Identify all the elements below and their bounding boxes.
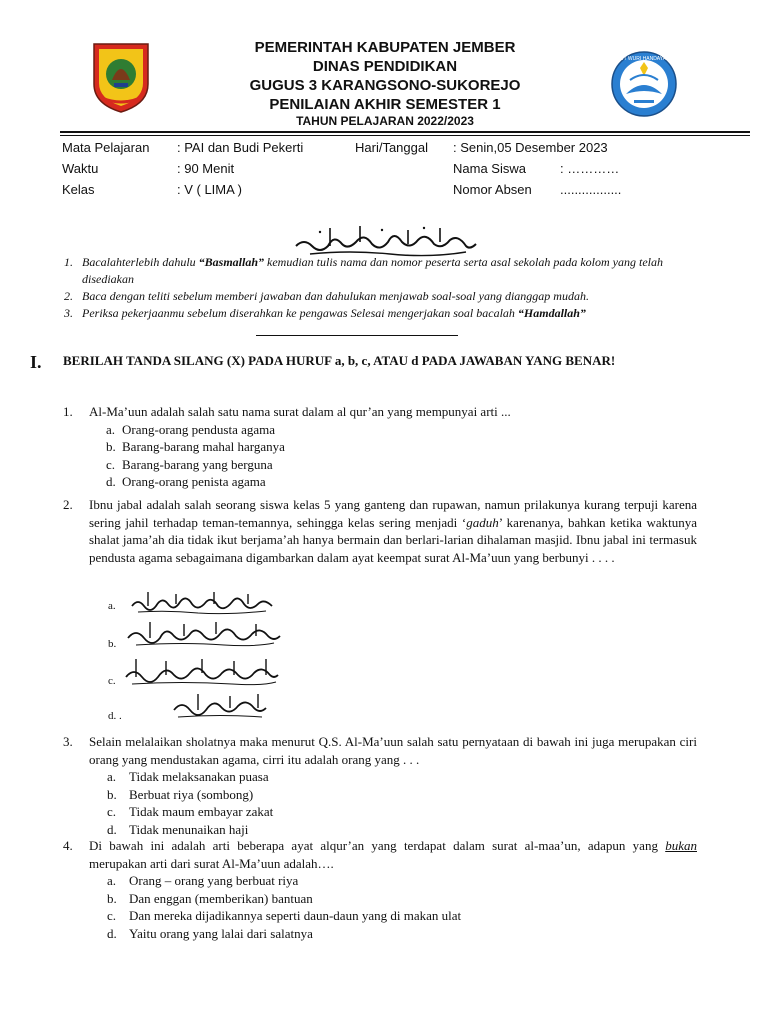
tut-wuri-handayani-logo xyxy=(610,50,678,118)
question-text: Al-Ma’uun adalah salah satu nama surat dalam al qur’an yang mempunyai arti ... xyxy=(89,404,511,419)
answer-options xyxy=(63,872,697,942)
answer-options xyxy=(63,768,697,838)
date-label: Hari/Tanggal xyxy=(355,140,428,155)
question-number: 3. xyxy=(63,734,73,749)
answer-option-a[interactable]: a. Tidak melaksanakan puasa xyxy=(107,769,269,784)
absence-number-label: Nomor Absen xyxy=(453,182,532,197)
absence-number-field[interactable]: ................. xyxy=(560,182,622,197)
answer-option-c[interactable]: c. Dan mereka dijadikannya seperti daun-daun yang di makan ulat xyxy=(107,908,462,923)
answer-option-c[interactable]: c. Tidak maum embayar zakat xyxy=(107,804,274,819)
answer-option-c[interactable]: c. xyxy=(108,675,116,687)
question-1 xyxy=(63,403,697,491)
arabic-verse-a xyxy=(128,588,278,616)
document-header xyxy=(180,38,590,129)
subject-value: : PAI dan Budi Pekerti xyxy=(177,140,304,155)
header-rule-thick xyxy=(60,131,750,133)
answer-option-d[interactable]: d. Orang-orang penista agama xyxy=(106,474,266,489)
instruction-item: 3. Periksa pekerjaanmu sebelum diserahkan ke pengawas Selesai mengerjakan soal bacalah “Hamdallah” xyxy=(64,306,586,320)
header-academic-year: TAHUN PELAJARAN 2022/2023 xyxy=(296,114,474,128)
answer-option-c[interactable]: c. Barang-barang yang berguna xyxy=(106,456,273,472)
answer-option-d[interactable]: d. Tidak menunaikan haji xyxy=(107,821,249,837)
subject-label: Mata Pelajaran xyxy=(62,140,150,155)
arabic-verse-d xyxy=(170,690,270,720)
instruction-item: 2. Baca dengan teliti sebelum memberi jawaban dan dahulukan menjawab soal-soal yang dianggap mudah. xyxy=(64,289,589,303)
arabic-verse-c xyxy=(122,655,282,687)
answer-option-b[interactable]: b. xyxy=(108,638,117,650)
question-number: 1. xyxy=(63,404,73,419)
answer-option-a[interactable]: a. Orang-orang pendusta agama xyxy=(106,421,276,437)
header-office: DINAS PENDIDIKAN xyxy=(312,58,458,75)
question-text: Di bawah ini adalah arti beberapa ayat alqur’an yang terdapat dalam surat al-maa’un, adapun yang bukan merupakan arti dari surat Al-Ma’uun adalah…. xyxy=(89,838,697,871)
answer-option-b[interactable]: b. Berbuat riya (sombong) xyxy=(107,786,254,802)
section-divider xyxy=(256,335,458,336)
section-numeral: I. xyxy=(30,352,42,372)
logo-motto: TUT WURI HANDAYANI xyxy=(616,56,672,62)
instruction-item: 1. Bacalahterlebih dahulu “Basmallah” kemudian tulis nama dan nomor peserta serta asal sekolah pada kolom yang telah disediakan xyxy=(64,255,663,286)
answer-options xyxy=(63,421,697,491)
instruction-list xyxy=(64,254,684,322)
answer-option-a[interactable]: a. Orang – orang yang berbuat riya xyxy=(107,873,299,888)
answer-option-a[interactable]: a. xyxy=(108,600,116,612)
time-value: : 90 Menit xyxy=(177,161,235,176)
question-4 xyxy=(63,837,697,942)
answer-option-b[interactable]: b. Dan enggan (memberikan) bantuan xyxy=(107,890,313,906)
question-3 xyxy=(63,733,697,838)
jember-crest-logo xyxy=(90,40,152,114)
question-text: Ibnu jabal adalah salah seorang siswa kelas 5 yang ganteng dan rupawan, namun prilakunya kurang terpuji karena sering jahil terhadap teman-temannya, sehingga kelas sering menjadi ‘gaduh’ karenanya, bahkan ketika waktunya shalat jama’ah dia tidak ikut berjama’ah hanya bermain dan berlari-larian dihalaman masjid. Ibnu jabal ini termasuk pendusta agama sebagaimana digambarkan dalam ayat keempat surat Al-Ma’uun yang berbunyi . . . . xyxy=(89,497,697,565)
answer-option-d[interactable]: d. . xyxy=(108,710,122,722)
header-exam-title: PENILAIAN AKHIR SEMESTER 1 xyxy=(269,96,501,113)
question-text: Selain melalaikan sholatnya maka menurut Q.S. Al-Ma’uun salah satu pernyataan di bawah ini juga merupakan ciri orang yang mendustakan agama, cirri itu adalah orang yang . . . xyxy=(89,734,697,767)
date-value: : Senin,05 Desember 2023 xyxy=(453,140,608,155)
question-2 xyxy=(63,496,697,566)
header-cluster: GUGUS 3 KARANGSONO-SUKOREJO xyxy=(249,77,521,94)
question-number: 2. xyxy=(63,497,73,512)
question-number: 4. xyxy=(63,838,73,853)
time-label: Waktu xyxy=(62,161,99,176)
arabic-verse-b xyxy=(124,618,284,648)
header-rule-thin xyxy=(60,135,750,136)
section-instruction: BERILAH TANDA SILANG (X) PADA HURUF a, b, c, ATAU d PADA JAWABAN YANG BENAR! xyxy=(63,353,616,368)
answer-option-d[interactable]: d. Yaitu orang yang lalai dari salatnya xyxy=(107,925,313,941)
answer-option-b[interactable]: b. Barang-barang mahal harganya xyxy=(106,439,285,454)
student-name-field[interactable]: : ………… xyxy=(560,161,620,176)
class-label: Kelas xyxy=(62,182,95,197)
student-name-label: Nama Siswa xyxy=(453,161,526,176)
class-value: : V ( LIMA ) xyxy=(177,182,243,197)
header-government: PEMERINTAH KABUPATEN JEMBER xyxy=(254,39,516,56)
